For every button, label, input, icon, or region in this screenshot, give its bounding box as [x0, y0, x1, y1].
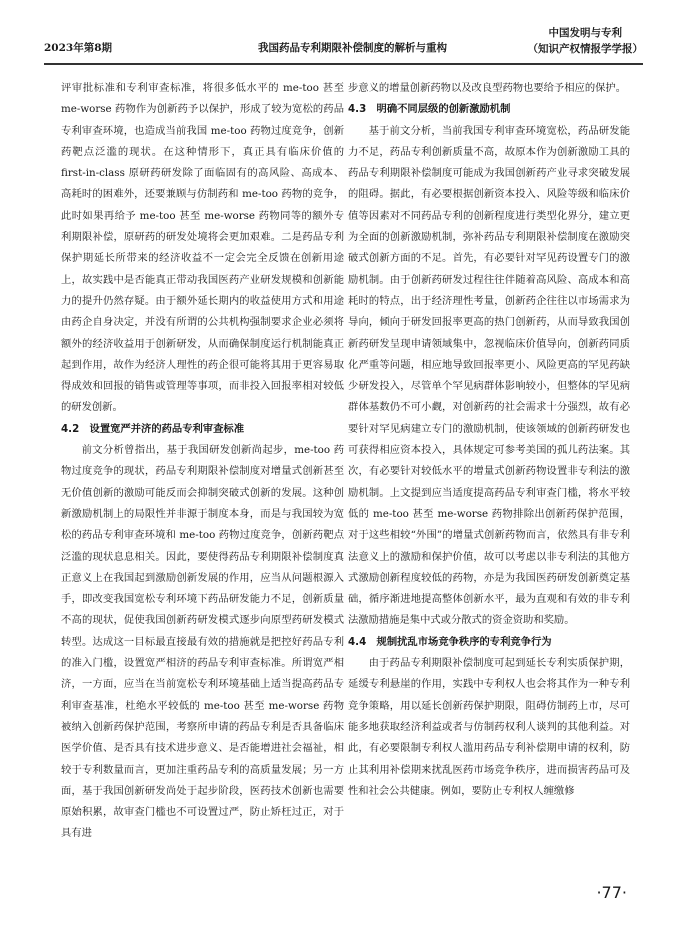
paragraph: 由于药品专利期限补偿制度可起到延长专利实质保护期，延缓专利悬崖的作用，实践中专利权人也会将其作为一种专利竞争策略，用以延长创新药保护期限，阻碍仿制药上市，尽可能多地获取经济利益或者与仿制药权利人谈判的其他利益。对此，有必要限制专利权人滥用药品专利补偿期申请的权利，防止其利用补偿期来扰乱医药市场竞争秩序，进而损害药品可及性和社会公共健康。例如，要防止专利权人缠缴修: [348, 657, 630, 797]
journal-subtitle: （知识产权情报学学报）: [527, 43, 643, 55]
section-heading-4-4: 4.4 规制扰乱市场竞争秩序的专利竞争行为: [348, 635, 552, 648]
right-column: [348, 78, 630, 802]
journal-name: 中国发明与专利: [548, 27, 622, 39]
journal-masthead: [528, 25, 644, 57]
running-title: 我国药品专利期限补偿制度的解析与重构: [258, 42, 447, 54]
paragraph-continuation: 步意义的增量创新药物以及改良型药物也要给予相应的保护。: [348, 82, 627, 94]
section-heading-4-2: 4.2 设置宽严并济的药品专利审查标准: [61, 422, 244, 435]
page-number: ·77·: [596, 883, 627, 902]
left-column: [61, 78, 344, 845]
paragraph-continuation: 评审批标准和专利审查标准，将很多低水平的 me-too 甚至 me-worse 药物作为创新药予以保护，形成了较为宽松的药品专利审查环境，也造成当前我国 me-too 药物过度竞争，创新药靶点泛滥的现状。在这种情形下，真正具有临床价值的 first-in-class 原研药研发除了面临固有的高风险、高成本、高耗时的困难外，还要兼顾与仿制药和 me-too 药物的竞争，此时如果再给予 me-too 甚至 me-worse 药物同等的额外专利期限补偿，原研药的研发处境将会更加艰难。二是药品专利保护期延长所带来的经济收益不一定会完全反馈在创新用途上，故实践中是否能真正带动我国医药产业研发规模和创新能力的提升仍然存疑。由于额外延长期内的收益使用方式和用途由药企自身决定，并没有所谓的公共机构强制要求企业必须将额外的经济收益用于创新研发，从而确保制度运行机制能真正起到作用，故作为经济人理性的药企很可能将其用于更容易取得成效和回报的销售或管理等事项，而非投入回报率相对较低的研发创新。: [61, 82, 344, 414]
section-heading-4-3: 4.3 明确不同层级的创新激励机制: [348, 103, 511, 116]
paragraph: 前文分析曾指出，基于我国研发创新尚起步，me-too 药物过度竞争的现状，药品专利期限补偿制度对增量式创新甚至无价值创新的激励可能反而会抑制突破式创新的发展。这种创新激励机制上的局限性并非源于制度本身，而是与我国较为宽松的药品专利审查环境和 me-too 药物过度竞争，创新药靶点泛滥的现状息息相关。因此，要使得药品专利期限补偿制度真正意义上在我国起到激励创新发展的作用，应当从问题根源入手，即改变我国宽松专利环境下药品研发能力不足，创新质量不高的现状，促使我国创新药研发模式逐步向原型药研发模式转型。达成这一目标最直接最有效的措施就是把控好药品专利的准入门槛，设置宽严相济的药品专利审查标准。所谓宽严相济，一方面，应当在当前宽松专利环境基础上适当提高药品专利审查基准，杜绝水平较低的 me-too 甚至 me-worse 药物被纳入创新药保护范围，考察所申请的药品专利是否具备临床医学价值、是否具有技术进步意义、是否能增进社会福祉，相较于专利数量而言，更加注重药品专利的高质量发展；另一方面，基于我国创新研发尚处于起步阶段，医药技术创新也需要原始积累，故审查门槛也不可设置过严，防止矫枉过正，对于具有进: [61, 444, 344, 840]
page-header: [44, 22, 643, 62]
issue-label: 2023年第8期: [44, 42, 113, 54]
header-rule: [44, 63, 643, 65]
paragraph: 基于前文分析，当前我国专利审查环境宽松，药品研发能力不足，药品专利创新质量不高，故原本作为创新激励工具的药品专利期限补偿制度可能成为我国创新药产业寻求突破发展的阻碍。据此，有必要根据创新资本投入、风险等级和临床价值等因素对不同药品专利的创新程度进行类型化界分，建立更为全面的创新激励机制，弥补药品专利期限补偿制度在激励突破式创新方面的不足。首先，有必要针对罕见药设置专门的激励机制。由于创新药研发过程往往伴随着高风险、高成本和高耗时的特点，出于经济理性考量，创新药企往往以市场需求为导向，倾向于研发回报率更高的热门创新药，从而导致我国创新药研发呈现申请领域集中，忽视临床价值导向，创新药同质化严重等问题，相应地导致回报率更小、风险更高的罕见药缺少研发投入，尽管单个罕见病群体影响较小，但整体的罕见病群体基数仍不可小觑，对创新药的社会需求十分强烈，故有必要针对罕见病建立专门的激励机制，使该领域的创新药研发也可获得相应资本投入，具体规定可参考美国的孤儿药法案。其次，有必要针对较低水平的增量式创新药物设置非专利法的激励机制。上文提到应当适度提高药品专利审查门槛，将水平较低的 me-too 甚至 me-worse 药物排除出创新药保护范围，对于这些相较“外围”的增量式创新药物而言，依然具有非专利法意义上的激励和保护价值，故可以考虑以非专利法的其他方式激励创新程度较低的药物，亦是为我国医药研发创新奠定基础，循序渐进地提高整体创新水平，最为直观和有效的非专利法激励措施是集中式或分散式的资金资助和奖励。: [348, 124, 630, 627]
